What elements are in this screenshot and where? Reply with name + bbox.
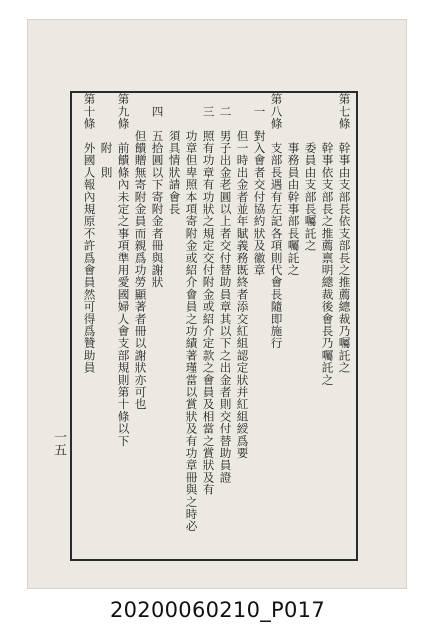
- text-line: 四 五拾圓以下寄附金者冊與謝狀: [150, 93, 165, 289]
- text-line: 一 對入會者交付協約狀及徽章: [252, 93, 267, 276]
- text-line: 幹事依支部長之推薦禀明總裁後會長乃囑託之: [320, 93, 335, 386]
- page-number: 一五: [51, 430, 66, 456]
- image-caption: 20200060210_P017: [109, 598, 325, 622]
- document-page: [28, 20, 406, 588]
- text-line: 三 照有功章有功狀之規定交付附金或紹介定款之會員及相當之賞狀及有: [201, 93, 216, 496]
- text-line: 委員由支部長囑託之: [303, 93, 318, 252]
- text-line: 二 男子出金老圓以上者交付替助員章其以下之出金者則交付替助員證: [218, 93, 233, 484]
- text-line: 須具情狀請會長: [167, 93, 182, 215]
- text-line: 第七條 幹事由支部長依支部長之推薦總裁乃囑託之: [337, 93, 352, 374]
- text-line: 但一時出金者並年賦義務既終者添交紅組認定狀并紅組綬爲要: [235, 93, 250, 459]
- text-line: 功章但卑照本項寄附金或紹介會員之功績著瑾當以賞狀及有功章冊與之時必: [184, 93, 199, 533]
- text-line: 第八條 支部長遇有左記各項則代會長隨即施行: [269, 93, 284, 350]
- text-line: 第十條 外國人報內規原不許爲會員然可得爲贊助員: [82, 93, 97, 374]
- text-line: 但饋贈無寄附金員而親爲功勞顯著者冊以謝狀亦可也: [133, 93, 148, 411]
- text-line: 附 則: [99, 93, 114, 179]
- text-line: 事務員由幹事部長囑託之: [286, 93, 301, 276]
- text-line: 第九條 前饋條內未定之事項準用愛國婦人會支部規則第十條以下: [116, 93, 131, 447]
- text-frame: [70, 91, 358, 561]
